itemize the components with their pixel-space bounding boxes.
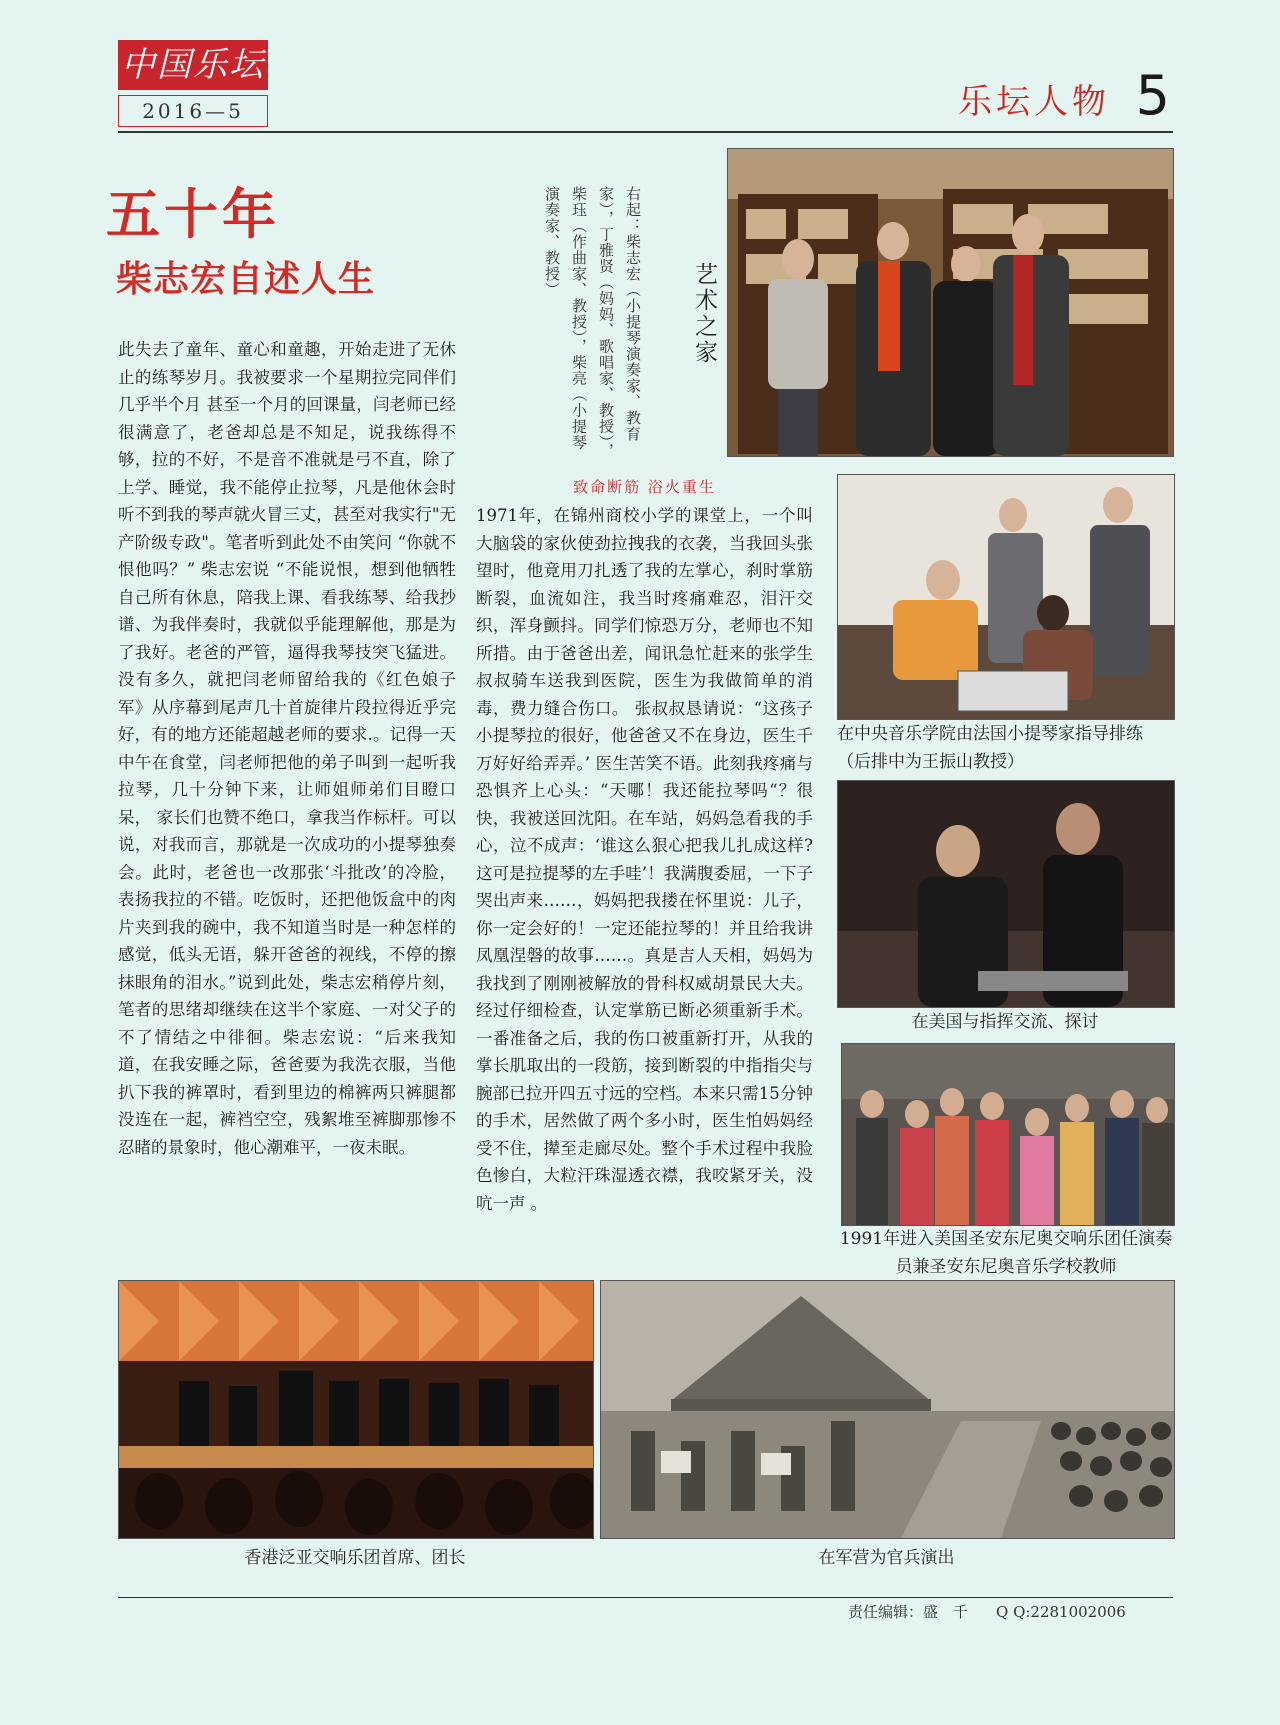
- usa-conductor-photo: [837, 780, 1175, 1008]
- header-rule: [118, 131, 1173, 133]
- hong-kong-orchestra-photo: [118, 1280, 594, 1539]
- st-anthony-photo: [841, 1043, 1175, 1226]
- footer-qq: Q Q:2281002006: [996, 1603, 1126, 1621]
- hong-kong-photo-caption: 香港泛亚交响乐团首席、团长: [244, 1548, 466, 1568]
- issue-number: 2016—5: [118, 95, 268, 127]
- page-number: 5: [1135, 64, 1170, 127]
- conservatory-photo-caption: 在中央音乐学院由法国小提琴家指导排练（后排中为王振山教授）: [837, 724, 1143, 772]
- section-subtitle: 致命断筋 浴火重生: [573, 478, 716, 496]
- st-anthony-photo-caption: 1991年进入美国圣安东尼奥交响乐团任演奏员兼圣安东尼奥音乐学校教师: [839, 1229, 1173, 1277]
- family-photo-title: 艺术之家: [691, 262, 717, 366]
- usa-conductor-photo-caption: 在美国与指挥交流、探讨: [911, 1012, 1099, 1032]
- section-title: 乐坛人物: [958, 82, 1110, 122]
- conservatory-photo: [837, 474, 1175, 720]
- publication-logo: 中国乐坛: [118, 40, 268, 90]
- footer-editor: 责任编辑：盛 千: [848, 1603, 969, 1621]
- military-camp-photo-caption: 在军营为官兵演出: [818, 1548, 955, 1568]
- article-headline: 五十年: [106, 182, 280, 246]
- family-photo: [727, 148, 1174, 457]
- article-subheadline: 柴志宏自述人生: [116, 258, 376, 300]
- military-camp-photo: [600, 1280, 1175, 1539]
- footer-rule: [118, 1597, 1173, 1598]
- family-photo-caption: 右起：柴志宏（小提琴演奏家、教育家），丁雅贤（妈妈、歌唱家、教授），柴珏（作曲家、教授），柴亮（小提琴演奏家、教授）: [543, 186, 642, 459]
- middle-column-text: 1971年，在锦州商校小学的课堂上，一个叫大脑袋的家伙使劲拉拽我的衣袭，当我回头张望时，他竟用刀扎透了我的左掌心，刹时掌筋断裂，血流如注，我当时疼痛难忍，泪汗交织，浑身颤抖。同学们惊恐万分，老师也不知所措。由于爸爸出差，闻讯急忙赶来的张学生叔叔骑车送我到医院，医生为我做简单的消毒，费力缝合伤口。 张叔叔恳请说：“这孩子小提琴拉的很好，他爸爸又不在身边，医生千万好好给弄弄。’ 医生苦笑不语。此刻我疼痛与恐惧齐上心头：“天哪！我还能拉琴吗“？很快，我被送回沈阳。在车站，妈妈急看我的手心，泣不成声：‘谁这么狠心把我儿扎成这样?这可是拉提琴的左手哇’！我满腹委屈，一下子哭出声来……，妈妈把我搂在怀里说：儿子，你一定会好的！一定还能拉琴的！并且给我讲凤凰涅磐的故事……。真是吉人天相，妈妈为我找到了刚刚被解放的骨科权威胡景民大夫。经过仔细检查，认定掌筋已断必须重新手术。一番准备之后，我的伤口被重新打开，从我的掌长肌取出的一段筋，接到断裂的中指指尖与腕部已拉开四五寸远的空档。本来只需15分钟的手术，居然做了两个多小时，医生怕妈妈经受不住，撵至走廊尽处。整个手术过程中我脸色惨白，大粒汗珠湿透衣襟，我咬紧牙关，没吭一声 。: [476, 506, 813, 1213]
- left-column-text: 此失去了童年、童心和童趣，开始走进了无休止的练琴岁月。我被要求一个星期拉完同伴们几乎半个月 甚至一个月的回课量，闫老师已经很满意了，老爸却总是不知足，说我练得不够，拉的不好，不是音不准就是弓不直，除了上学、睡觉，我不能停止拉琴，凡是他休会时听不到我的琴声就火冒三丈，甚至对我实行"无产阶级专政"。笔者听到此处不由笑问 “你就不恨他吗？” 柴志宏说 “不能说恨，想到他牺牲自己所有休息，陪我上课、看我练琴、给我抄谱、为我伴奏时，我就似乎能理解他，那是为了我好。老爸的严管，逼得我琴技突飞猛进。没有多久，就把闫老师留给我的《红色娘子军》从序幕到尾声几十首旋律片段拉得近乎完好，有的地方还能超越老师的要求.。记得一天中午在食堂，闫老师把他的弟子叫到一起听我拉琴，几十分钟下来，让师姐师弟们目瞪口呆， 家长们也赞不绝口，拿我当作标杆。可以说，对我而言，那就是一次成功的小提琴独奏会。此时，老爸也一改那张‘斗批改’的冷脸，表扬我拉的不错。吃饭时，还把他饭盒中的肉片夹到我的碗中，我不知道当时是一种怎样的感觉，低头无语，躲开爸爸的视线，不停的擦抹眼角的泪水。”说到此处，柴志宏稍停片刻，笔者的思绪却继续在这半个家庭、一对父子的不了情结之中徘徊。柴志宏说：“后来我知道，在我安睡之际，爸爸要为我洗衣服，当他扒下我的裤罩时，看到里边的棉裤两只裤腿都没连在一起，裤裆空空，残絮堆至裤脚那惨不忍睹的景象时，他心潮难平，一夜未眠。: [118, 340, 456, 1157]
